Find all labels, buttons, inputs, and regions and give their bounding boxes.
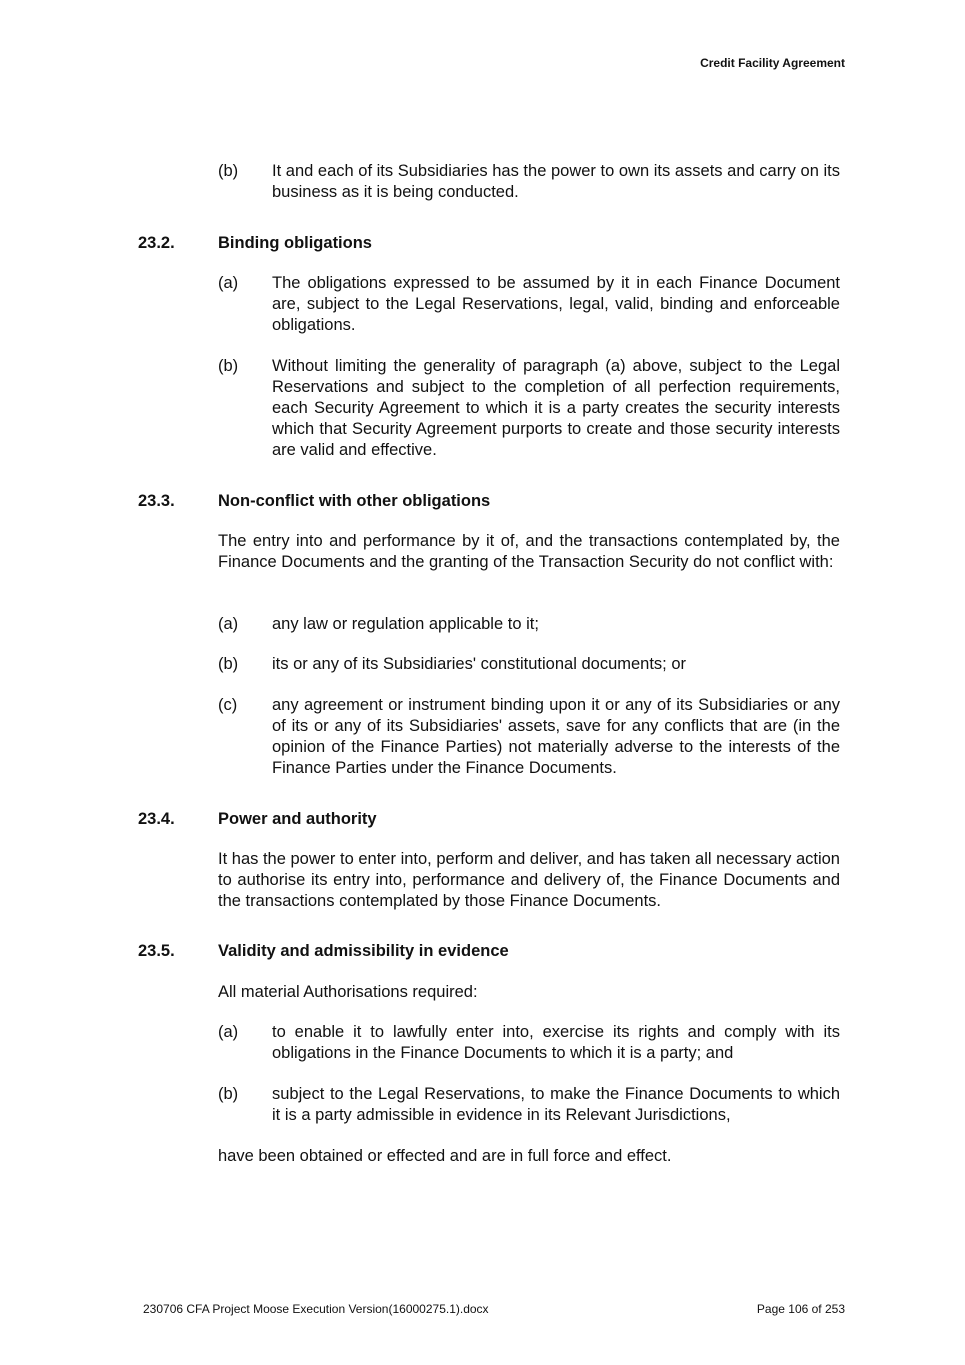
section-heading-23-2: [138, 233, 838, 254]
item-text: The obligations expressed to be assumed by it in each Finance Document are, subject to the Legal Reservations, legal, valid, binding and enforceable obligations.: [272, 274, 840, 334]
item-text: Without limiting the generality of paragraph (a) above, subject to the Legal Reservations and subject to the completion of all perfection requirements, each Security Agreement to which it is a party creates the security interests which that Security Agreement purports to create and those security interests are valid and effective.: [272, 357, 840, 459]
item-label: (a): [218, 615, 239, 633]
section-number: 23.4.: [138, 810, 175, 828]
list-item: [218, 161, 840, 203]
item-label: (a): [218, 274, 239, 292]
list-item: [218, 654, 840, 675]
section-number: 23.5.: [138, 942, 175, 960]
section-heading-23-5: [138, 941, 838, 962]
item-label: (c): [218, 696, 238, 714]
list-item: [218, 1022, 840, 1064]
section-paragraph: The entry into and performance by it of, and the transactions contemplated by, the Finance Documents and the granting of the Transaction Security do not conflict with:: [218, 532, 840, 571]
list-item: [218, 273, 840, 336]
closing-paragraph: have been obtained or effected and are in full force and effect.: [218, 1147, 672, 1165]
list-item: [218, 356, 840, 461]
running-header: Credit Facility Agreement: [700, 56, 845, 70]
section-paragraph: It has the power to enter into, perform and deliver, and has taken all necessary action to authorise its entry into, performance and delivery of, the Finance Documents and the transactions contemplated by those Finance Documents.: [218, 850, 840, 910]
section-title: Binding obligations: [218, 234, 372, 252]
item-text: to enable it to lawfully enter into, exercise its rights and comply with its obligations in the Finance Documents to which it is a party; and: [272, 1023, 840, 1062]
item-label: (a): [218, 1023, 239, 1041]
item-label: (b): [218, 357, 239, 375]
section-heading-23-4: [138, 809, 838, 830]
item-label: (b): [218, 655, 239, 673]
list-item: [218, 614, 840, 635]
section-heading-23-3: [138, 491, 838, 512]
section-title: Non-conflict with other obligations: [218, 492, 491, 510]
section-title: Power and authority: [218, 810, 377, 828]
section-number: 23.3.: [138, 492, 175, 510]
list-item: [218, 1084, 840, 1126]
item-label: (b): [218, 1085, 239, 1103]
section-number: 23.2.: [138, 234, 175, 252]
footer-filename: 230706 CFA Project Moose Execution Version(16000275.1).docx: [143, 1302, 489, 1316]
item-text: It and each of its Subsidiaries has the power to own its assets and carry on its business as it is being conducted.: [272, 162, 840, 201]
footer-page-number: Page 106 of 253: [756, 1302, 845, 1316]
item-label: (b): [218, 162, 239, 180]
item-text: its or any of its Subsidiaries' constitutional documents; or: [272, 655, 687, 673]
list-item: [218, 695, 840, 779]
section-paragraph: All material Authorisations required:: [218, 983, 478, 1001]
section-title: Validity and admissibility in evidence: [218, 942, 509, 960]
item-text: any agreement or instrument binding upon it or any of its Subsidiaries or any of its or any of its Subsidiaries' assets, save for any conflicts that are (in the opinion of the Finance Parties) not materially adverse to the interests of the Finance Parties under the Finance Documents.: [272, 696, 840, 777]
item-text: any law or regulation applicable to it;: [272, 615, 539, 633]
item-text: subject to the Legal Reservations, to make the Finance Documents to which it is a party admissible in evidence in its Relevant Jurisdictions,: [272, 1085, 840, 1124]
